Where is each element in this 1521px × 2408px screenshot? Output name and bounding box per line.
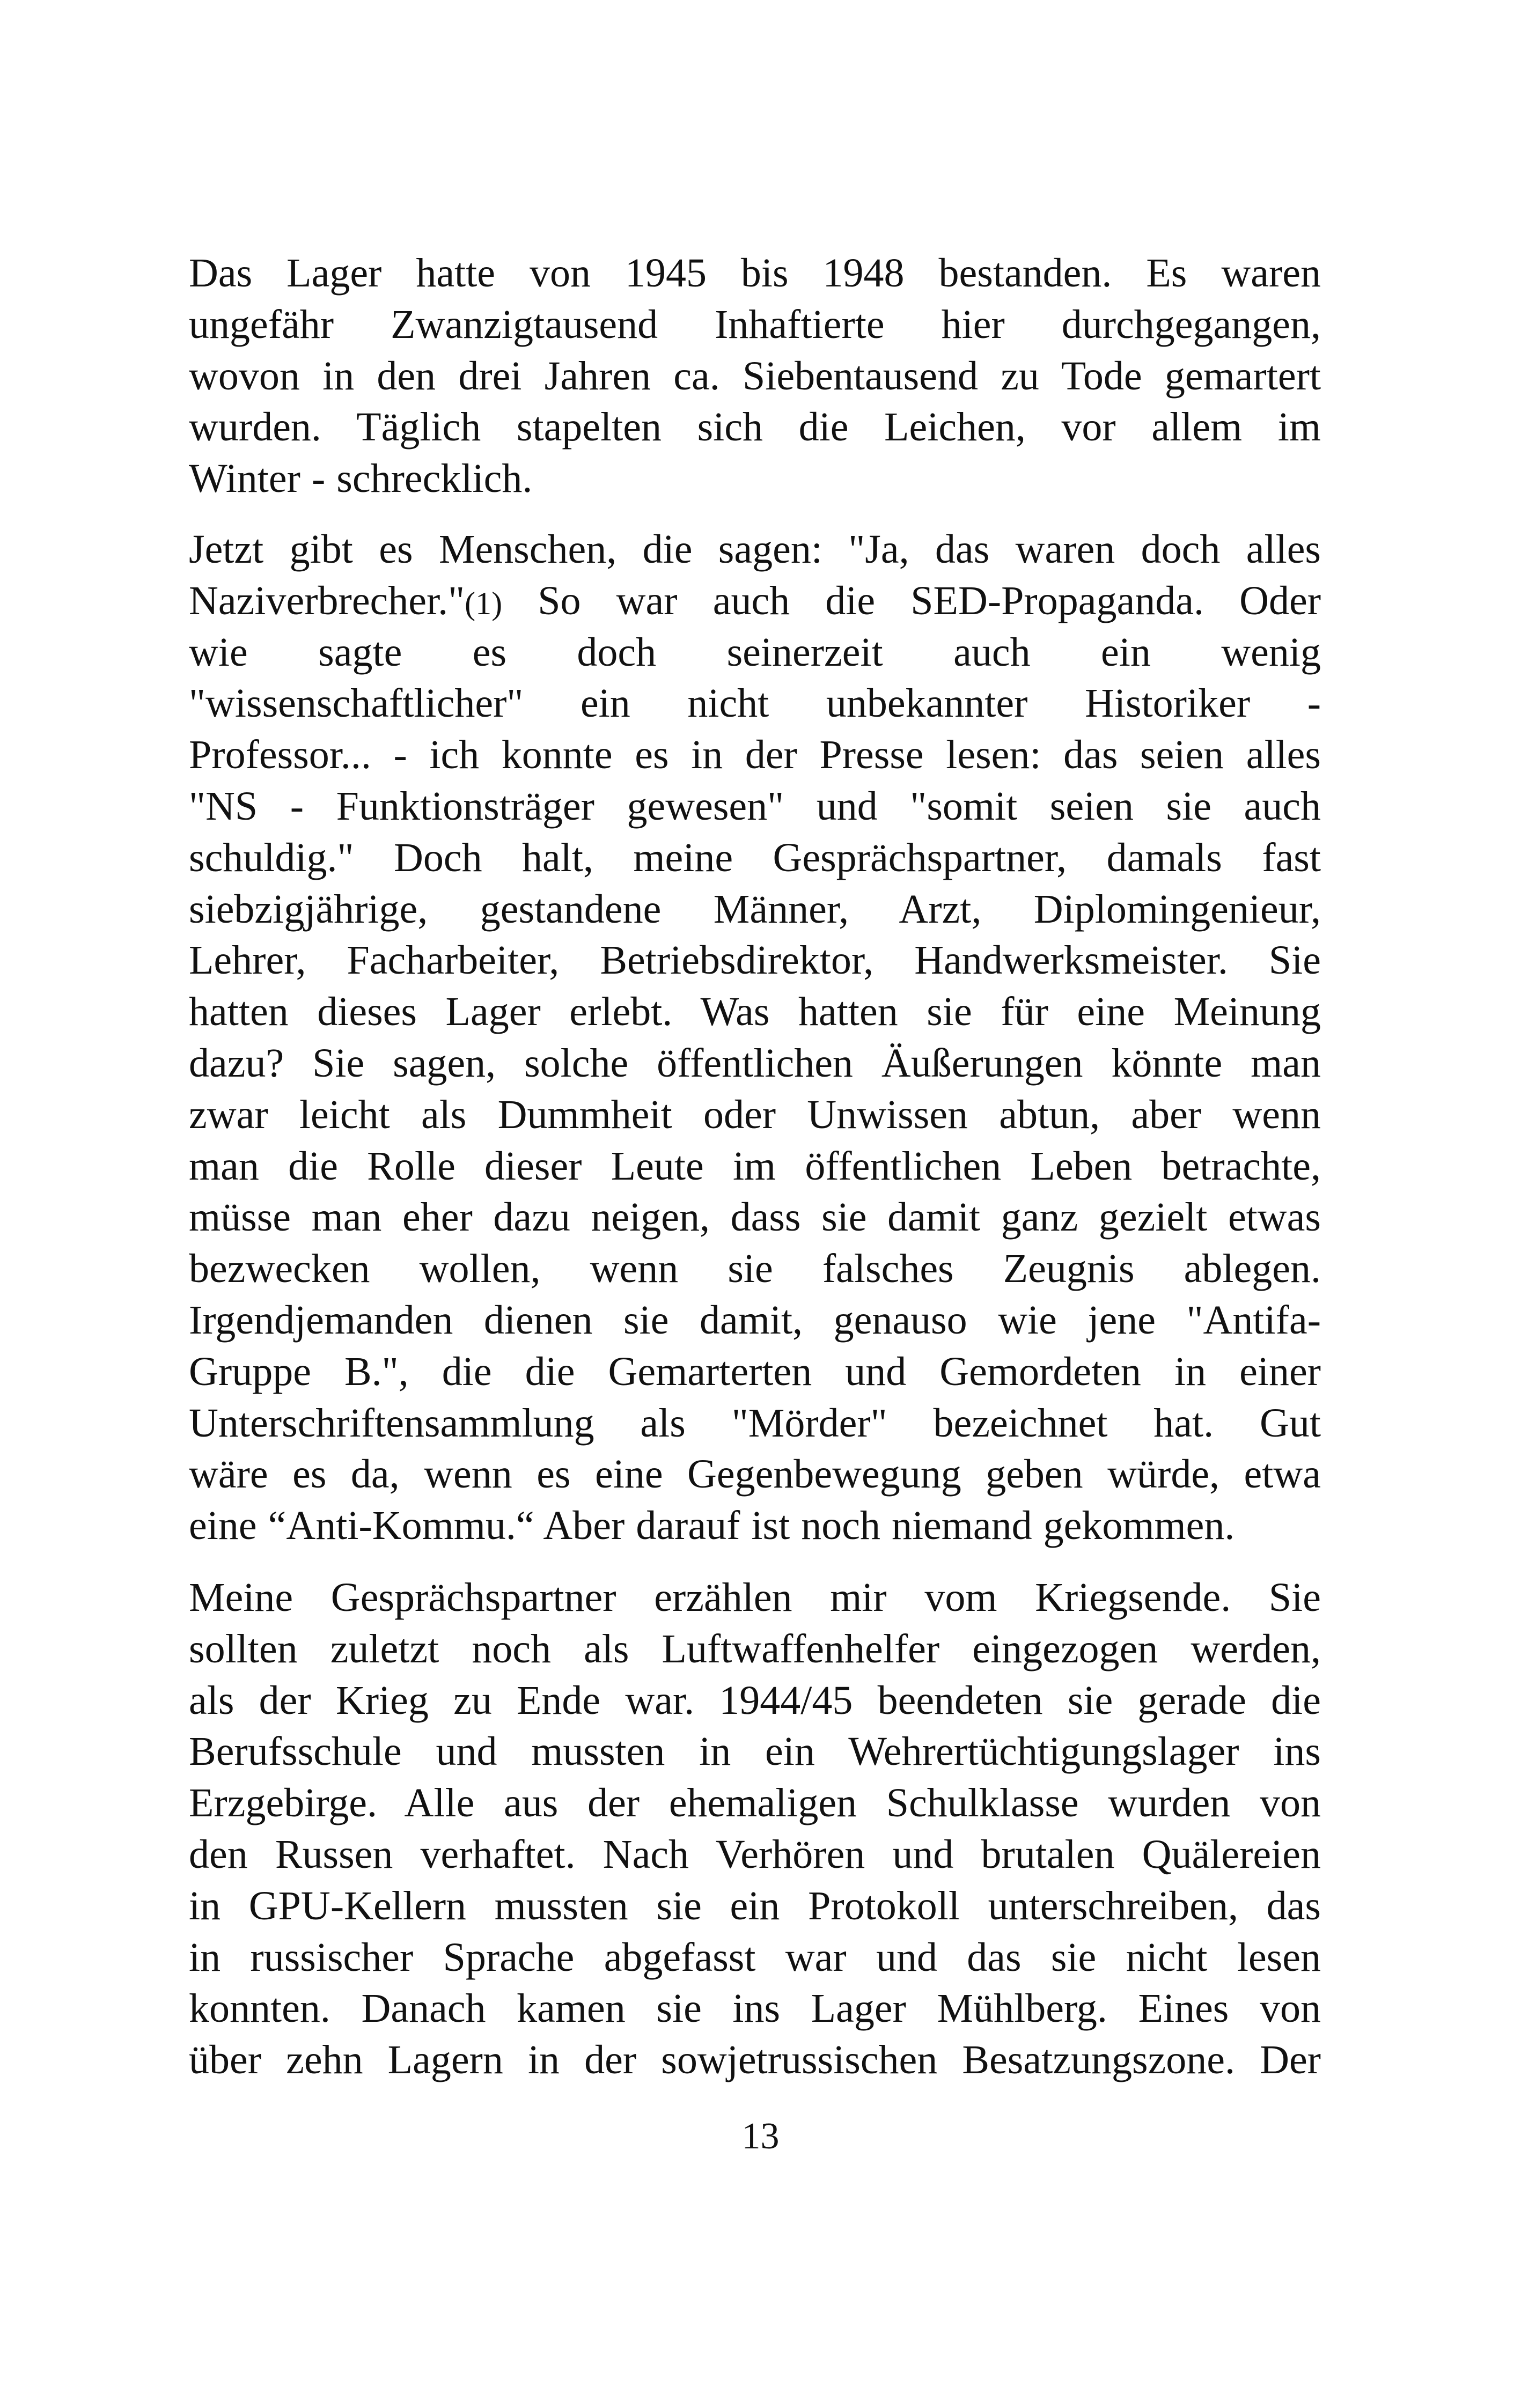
text-line: siebzigjährige, gestandene Männer, Arzt, Diplomingenieur,: [189, 886, 1321, 932]
text-line: konnten. Danach kamen sie ins Lager Mühlberg. Eines von: [189, 1986, 1321, 2031]
text-line: schuldig." Doch halt, meine Gesprächspartner, damals fast: [189, 835, 1321, 880]
text-line: Berufsschule und mussten in ein Wehrertüchtigungslager ins: [189, 1729, 1321, 1774]
text-line: Gruppe B.", die die Gemarterten und Gemordeten in einer: [189, 1349, 1321, 1394]
paragraph-3: [189, 1572, 1321, 2086]
text-line: müsse man eher dazu neigen, dass sie damit ganz gezielt etwas: [189, 1195, 1321, 1240]
text-line: dazu? Sie sagen, solche öffentlichen Äußerungen könnte man: [189, 1040, 1321, 1086]
text-line: Unterschriftensammlung als "Mörder" bezeichnet hat. Gut: [189, 1400, 1321, 1446]
text-line: "wissenschaftlicher" ein nicht unbekannter Historiker -: [189, 681, 1321, 726]
text-line: Meine Gesprächspartner erzählen mir vom Kriegsende. Sie: [189, 1574, 1321, 1620]
text-line: Professor... - ich konnte es in der Presse lesen: das seien alles: [189, 732, 1321, 778]
paragraph-1: [189, 248, 1321, 505]
text-segment: So war auch die SED-Propaganda. Oder: [502, 578, 1321, 623]
text-line: ungefähr Zwanzigtausend Inhaftierte hier durchgegangen,: [189, 301, 1321, 347]
text-line: über zehn Lagern in der sowjetrussischen Besatzungszone. Der: [189, 2037, 1321, 2083]
text-line: "NS - Funktionsträger gewesen" und "somit seien sie auch: [189, 783, 1321, 829]
footnote-reference: (1): [465, 585, 503, 621]
text-line-with-footnote: [189, 576, 1321, 627]
text-line: man die Rolle dieser Leute im öffentlichen Leben betrachte,: [189, 1143, 1321, 1189]
text-line: zwar leicht als Dummheit oder Unwissen abtun, aber wenn: [189, 1092, 1321, 1137]
text-line: Lehrer, Facharbeiter, Betriebsdirektor, Handwerksmeister. Sie: [189, 938, 1321, 983]
text-line: eine “Anti-Kommu.“ Aber darauf ist noch niemand gekommen.: [189, 1503, 1235, 1549]
page-number: 13: [741, 2116, 780, 2157]
text-line: Das Lager hatte von 1945 bis 1948 bestanden. Es waren: [189, 251, 1321, 296]
text-line: bezwecken wollen, wenn sie falsches Zeugnis ablegen.: [189, 1246, 1321, 1292]
text-line: wie sagte es doch seinerzeit auch ein wenig: [189, 629, 1321, 675]
text-line: als der Krieg zu Ende war. 1944/45 beendeten sie gerade die: [189, 1677, 1321, 1723]
text-line: Irgendjemanden dienen sie damit, genauso wie jene "Antifa-: [189, 1297, 1321, 1343]
text-line: den Russen verhaftet. Nach Verhören und brutalen Quälereien: [189, 1831, 1321, 1877]
text-line: wurden. Täglich stapelten sich die Leichen, vor allem im: [189, 404, 1321, 450]
text-line: sollten zuletzt noch als Luftwaffenhelfer eingezogen werden,: [189, 1626, 1321, 1671]
text-line: wäre es da, wenn es eine Gegenbewegung geben würde, etwa: [189, 1452, 1321, 1497]
text-line: Erzgebirge. Alle aus der ehemaligen Schulklasse wurden von: [189, 1780, 1321, 1826]
paragraph-2: [189, 524, 1321, 1552]
text-line: hatten dieses Lager erlebt. Was hatten sie für eine Meinung: [189, 989, 1321, 1035]
body-text: [189, 248, 1321, 2086]
text-line: in GPU-Kellern mussten sie ein Protokoll unterschreiben, das: [189, 1883, 1321, 1928]
text-line: in russischer Sprache abgefasst war und das sie nicht lesen: [189, 1934, 1321, 1980]
text-line: Jetzt gibt es Menschen, die sagen: "Ja, das waren doch alles: [189, 526, 1321, 572]
text-segment: Naziverbrecher.": [189, 578, 465, 623]
text-line: wovon in den drei Jahren ca. Siebentausend zu Tode gemartert: [189, 353, 1321, 399]
text-line: Winter - schrecklich.: [189, 456, 533, 502]
